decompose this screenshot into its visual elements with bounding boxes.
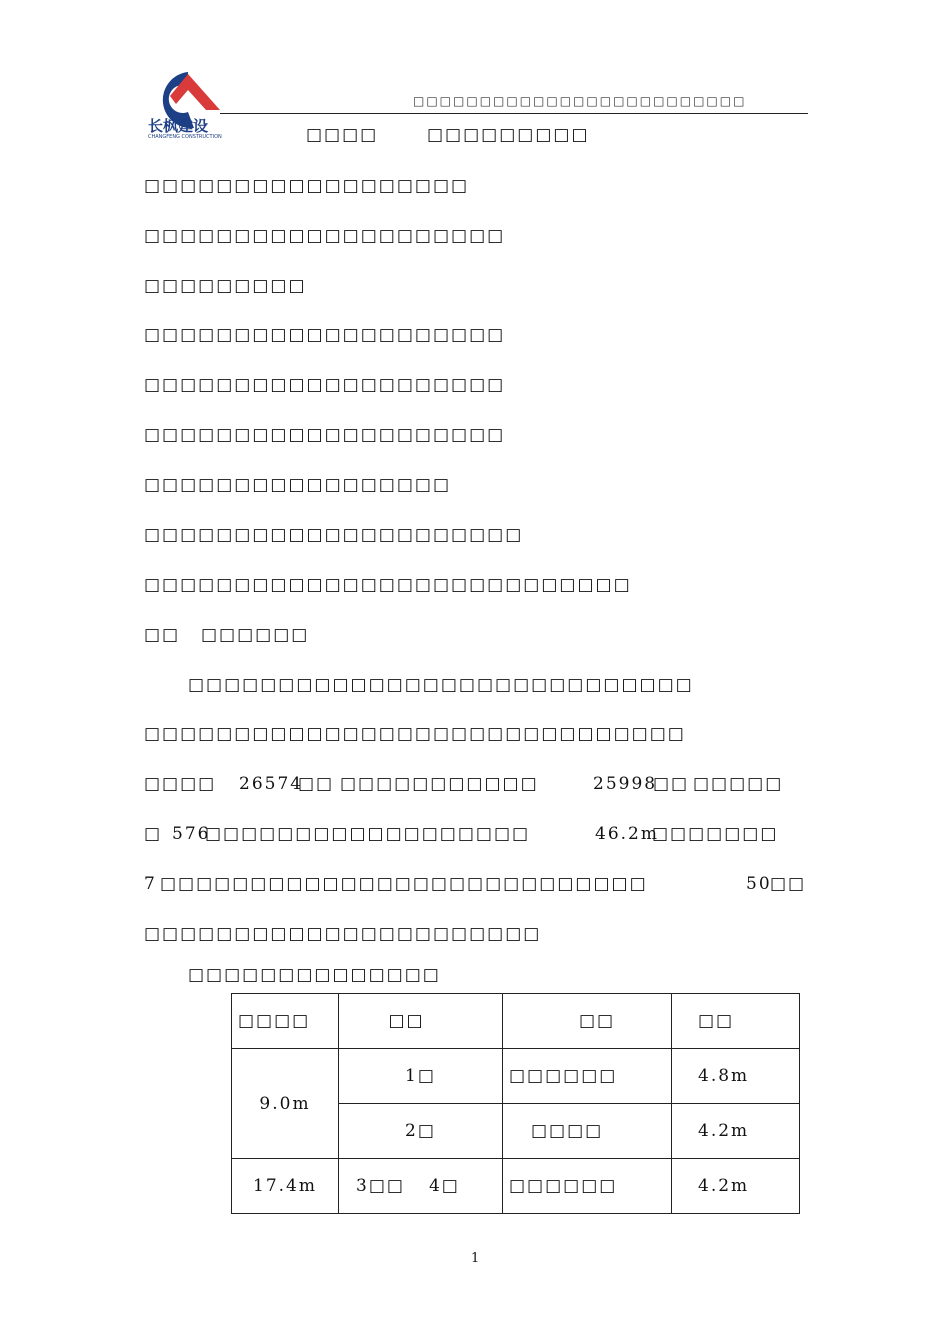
cell-floor-end: 4□ (428, 1176, 460, 1196)
cell-use: □□□□□□ (503, 1159, 672, 1214)
paragraph-text: □□ (298, 774, 335, 794)
table-header-row (232, 994, 800, 1049)
list-item: □□□□□□□□□□□□□□□□□□□□□ (144, 525, 524, 545)
floor-spec-table (231, 993, 800, 1214)
logo-subtext: CHANGFENG CONSTRUCTION (148, 134, 222, 140)
logo-text: 长枫建设 (148, 117, 209, 135)
paragraph-text: □□□□□ (693, 774, 784, 794)
height-value: 46.2m (595, 824, 659, 844)
cell-use: □□□□ (503, 1104, 672, 1159)
section-number: □□□□ (306, 125, 379, 145)
table-row (232, 1159, 800, 1214)
paragraph-line: □□□□□□□□□□□□□□□□□□□□□□ (144, 924, 542, 944)
cell-height: 4.2m (672, 1159, 800, 1214)
table-caption: □□□□□□□□□□□□□□ (188, 965, 441, 985)
paragraph-text: □□ (653, 774, 690, 794)
cell-floor: 1□ (339, 1049, 503, 1104)
header-elevation: □□□□ (232, 994, 339, 1049)
page-number: 1 (471, 1251, 480, 1266)
paragraph-line: □□□□□□□□□□□□□□□□□□□□□□□□□□□□ (188, 675, 694, 695)
paragraph-text: □□□□□□□□□□□ (340, 774, 539, 794)
cell-elevation: 9.0m (232, 1049, 339, 1159)
paragraph-text: □ (144, 824, 163, 844)
table-row (232, 1049, 800, 1104)
running-header-title: □□□□□□□□□□□□□□□□□□□□□□□□□ (413, 94, 747, 108)
company-logo (148, 66, 228, 140)
header-rule (220, 113, 808, 114)
paragraph-text: □□□□□□□□□□□□□□□□□□□□□□□□□□□ (160, 874, 648, 894)
list-item: □□□□□□□□□ (144, 276, 307, 296)
area-value: 576 (172, 824, 211, 844)
area-value: 26574 (239, 774, 304, 794)
paragraph-text: □□□□□□□ (652, 824, 779, 844)
subheading-number: □□ (144, 625, 181, 645)
cell-height: 4.8m (672, 1049, 800, 1104)
subheading-title: □□□□□□ (201, 625, 310, 645)
list-item: □□□□□□□□□□□□□□□□□□ (144, 176, 470, 196)
cell-floor: 2□ (339, 1104, 503, 1159)
list-item: □□□□□□□□□□□□□□□□□□□□ (144, 375, 506, 395)
area-value: 25998 (593, 774, 658, 794)
paragraph-line: □□□□□□□□□□□□□□□□□□□□□□□□□□□□□□ (144, 724, 686, 744)
paragraph-text: □□□□□□□□□□□□□□□□□□ (205, 824, 531, 844)
list-item: □□□□□□□□□□□□□□□□□□□□ (144, 226, 506, 246)
cell-height: 4.2m (672, 1104, 800, 1159)
cell-use: □□□□□□ (503, 1049, 672, 1104)
list-item: □□□□□□□□□□□□□□□□□□□□ (144, 325, 506, 345)
paragraph-text: □□ (770, 874, 807, 894)
list-item: □□□□□□□□□□□□□□□□□□□□□□□□□□□ (144, 575, 632, 595)
floor-count-value: 7 (144, 874, 157, 894)
header-height: □□ (672, 994, 800, 1049)
cell-elevation: 17.4m (232, 1159, 339, 1214)
paragraph-text: □□□□ (144, 774, 217, 794)
cell-floor (339, 1159, 503, 1214)
header-floor: □□ (339, 994, 503, 1049)
year-value: 50 (746, 874, 772, 894)
cell-floor-start: 3□□ (356, 1176, 405, 1196)
list-item: □□□□□□□□□□□□□□□□□□□□ (144, 425, 506, 445)
list-item: □□□□□□□□□□□□□□□□□ (144, 475, 452, 495)
header-use: □□ (503, 994, 672, 1049)
section-title: □□□□□□□□□ (427, 125, 590, 145)
